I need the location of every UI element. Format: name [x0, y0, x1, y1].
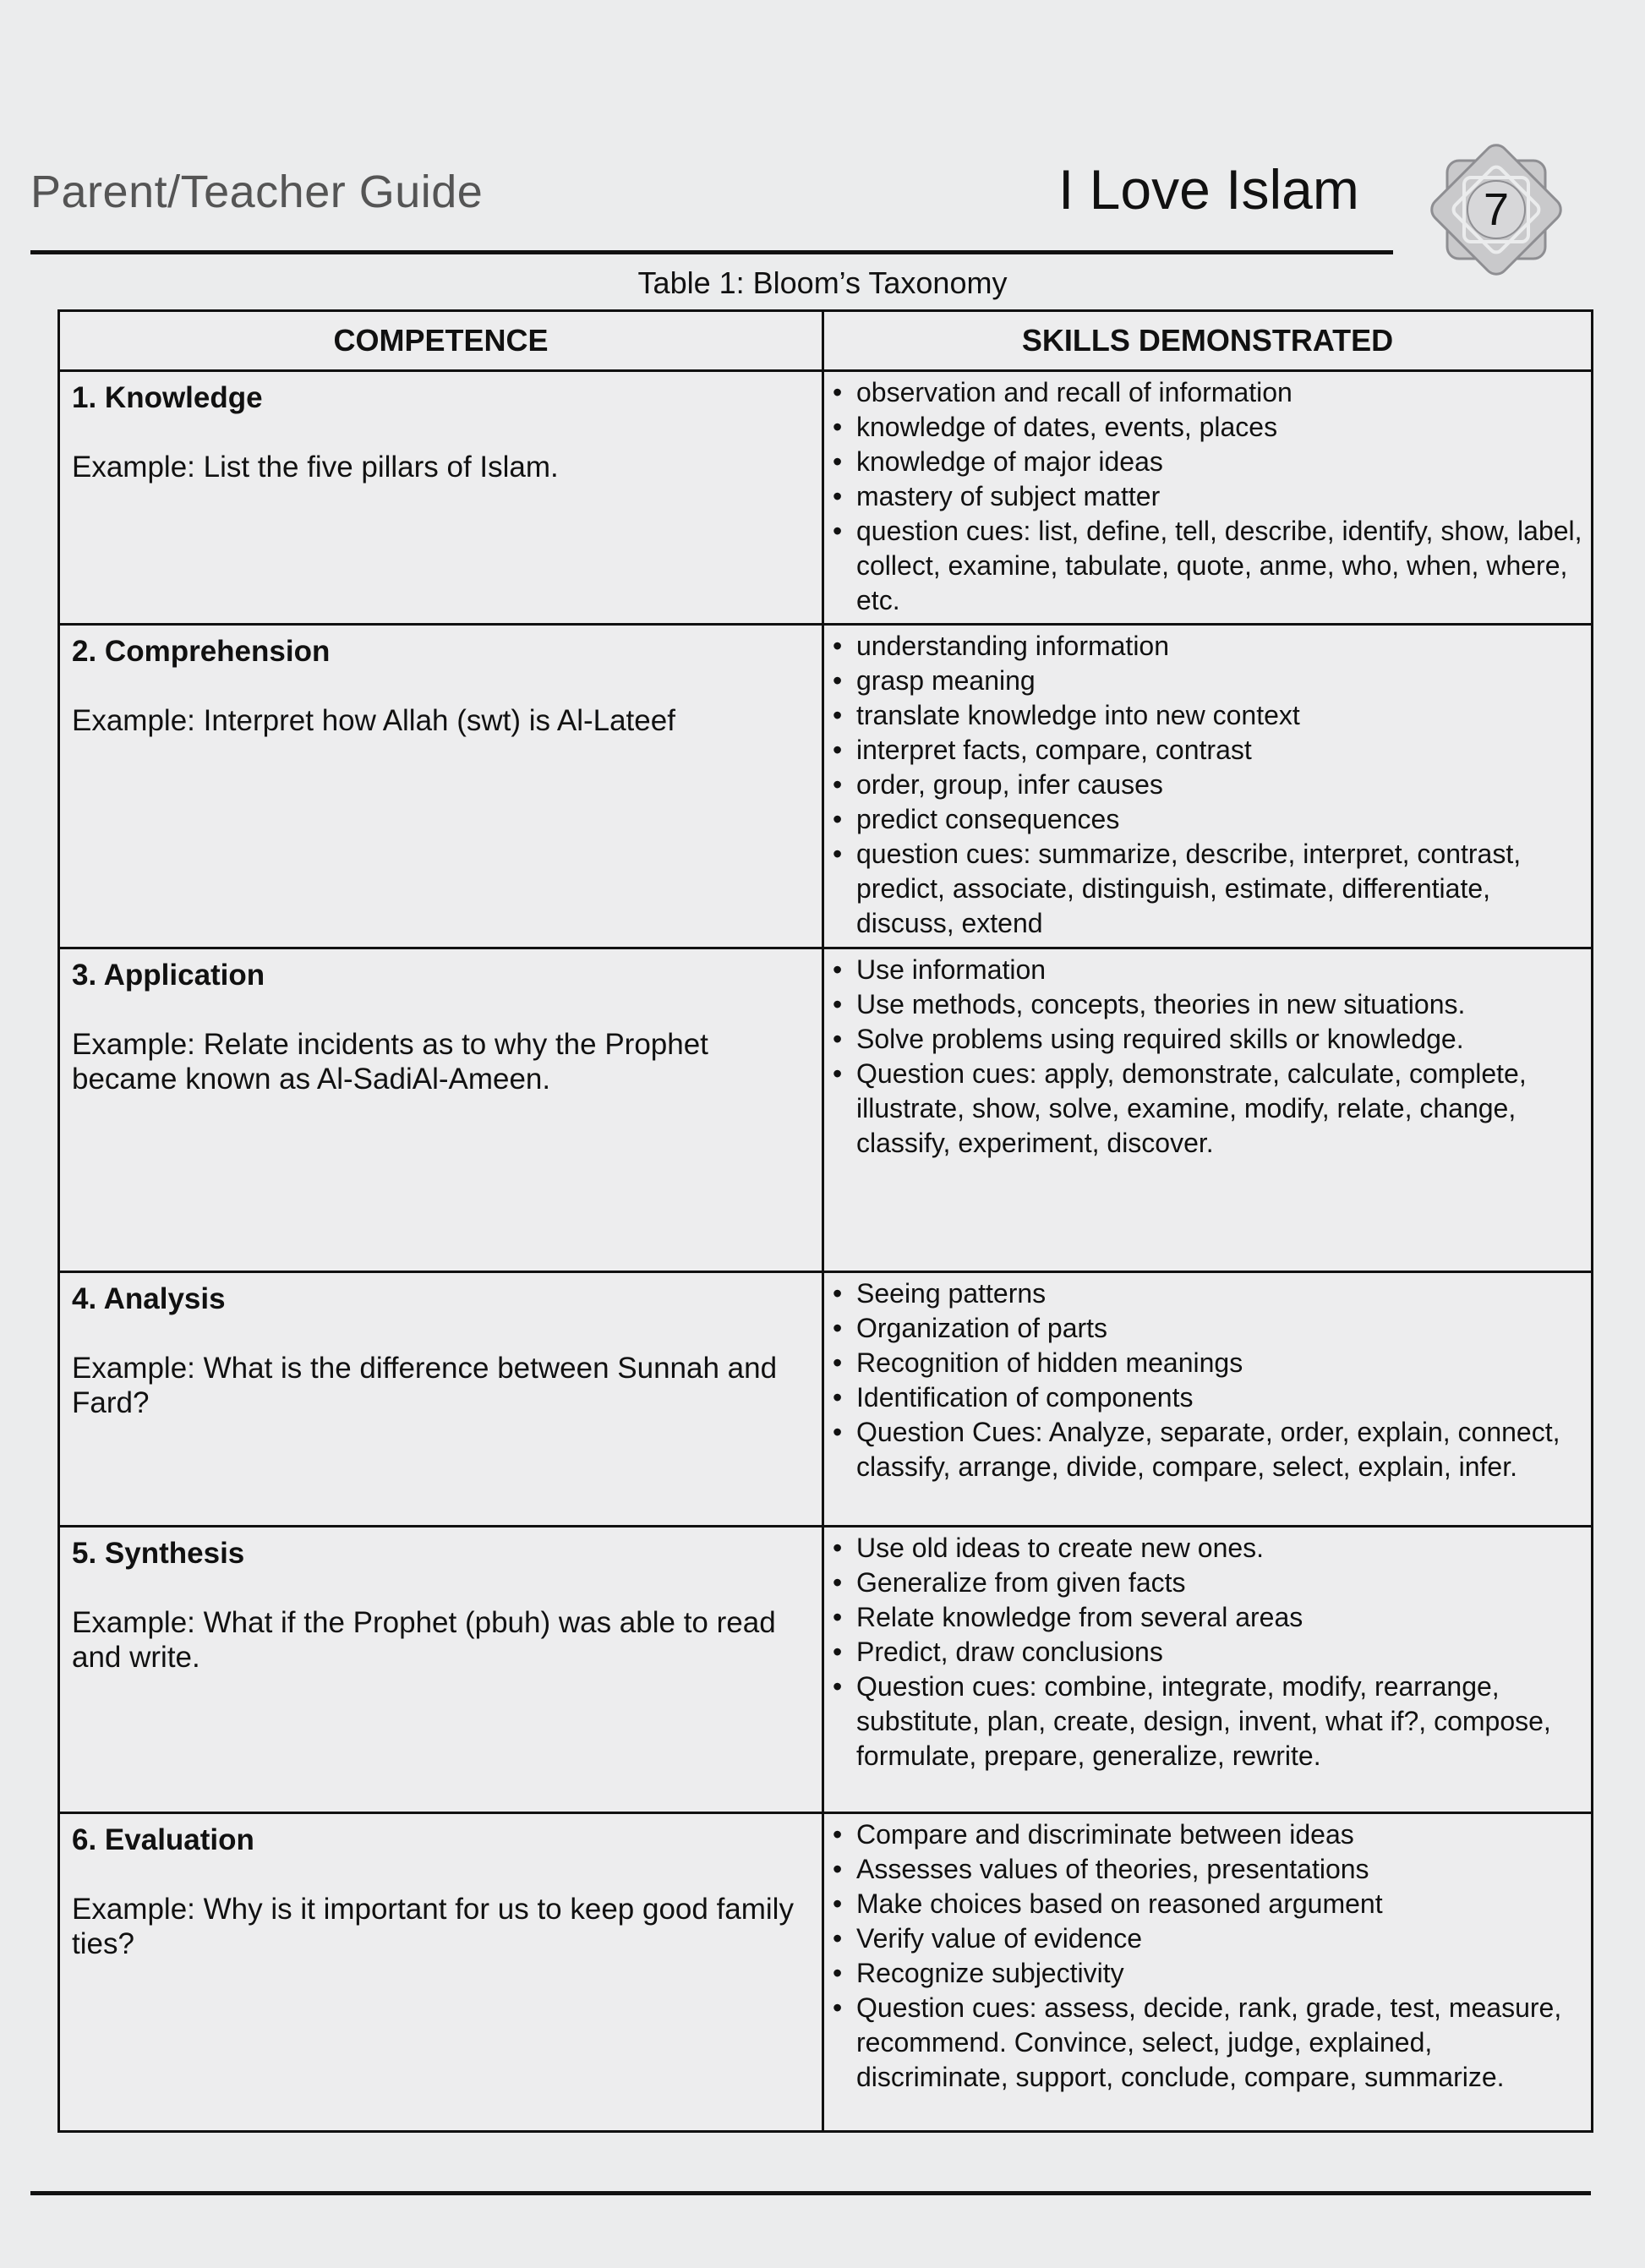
skill-text: predict consequences — [856, 804, 1120, 834]
bullet-icon: • — [833, 1278, 843, 1309]
competence-title: 3. Application — [72, 959, 265, 992]
competence-cell — [59, 1813, 823, 2132]
bullet-icon: • — [833, 1992, 843, 2023]
bullet-icon: • — [833, 700, 843, 730]
skill-item — [833, 1991, 1582, 2095]
skill-text: Predict, draw conclusions — [856, 1637, 1163, 1667]
skill-item — [833, 1635, 1582, 1670]
skill-text: question cues: summarize, describe, interpret, contrast, predict, associate, distinguish, estimate, differentiate, discuss, extend — [856, 839, 1522, 938]
table-row — [59, 371, 1593, 625]
bullet-icon: • — [833, 665, 843, 696]
competence-example: Example: Interpret how Allah (swt) is Al-Lateef — [72, 704, 675, 737]
competence-example: Example: List the five pillars of Islam. — [72, 451, 559, 484]
skill-text: Question cues: apply, demonstrate, calculate, complete, illustrate, show, solve, examine, modify, relate, change, classify, experiment, discover. — [856, 1058, 1527, 1158]
skill-text: Solve problems using required skills or knowledge. — [856, 1024, 1464, 1054]
table-row — [59, 1527, 1593, 1813]
competence-title: 6. Evaluation — [72, 1823, 254, 1856]
skill-item — [833, 987, 1582, 1022]
column-header-competence: COMPETENCE — [59, 311, 823, 371]
skill-text: grasp meaning — [856, 665, 1036, 696]
skill-text: Verify value of evidence — [856, 1923, 1142, 1954]
skill-item — [833, 1852, 1582, 1887]
bullet-icon: • — [833, 1533, 843, 1563]
bullet-icon: • — [833, 1058, 843, 1089]
skill-text: Generalize from given facts — [856, 1567, 1186, 1598]
bullet-icon: • — [833, 1567, 843, 1598]
skills-list — [824, 1527, 1591, 1779]
book-title: I Love Islam — [1058, 158, 1359, 221]
skill-text: Identification of components — [856, 1382, 1194, 1413]
skill-text: mastery of subject matter — [856, 481, 1161, 511]
skill-item — [833, 1670, 1582, 1773]
skill-text: interpret facts, compare, contrast — [856, 735, 1252, 765]
skill-item — [833, 514, 1582, 618]
bullet-icon: • — [833, 631, 843, 661]
competence-cell — [59, 1527, 823, 1813]
column-header-skills: SKILLS DEMONSTRATED — [823, 311, 1593, 371]
competence-example: Example: Why is it important for us to keep good family ties? — [72, 1893, 794, 1960]
skill-item — [833, 768, 1582, 802]
skills-cell — [823, 1272, 1593, 1527]
bullet-icon: • — [833, 735, 843, 765]
bullet-icon: • — [833, 377, 843, 407]
skill-item — [833, 1022, 1582, 1057]
table-row — [59, 948, 1593, 1272]
skills-cell — [823, 1527, 1593, 1813]
skill-text: Question cues: assess, decide, rank, grade, test, measure, recommend. Convince, select, judge, explained, discriminate, support, conclude, compare, summarize. — [856, 1992, 1562, 2092]
bullet-icon: • — [833, 1417, 843, 1447]
skill-text: translate knowledge into new context — [856, 700, 1300, 730]
competence-title: 5. Synthesis — [72, 1537, 245, 1570]
competence-example: Example: What if the Prophet (pbuh) was able to read and write. — [72, 1606, 776, 1674]
skill-text: knowledge of dates, events, places — [856, 412, 1278, 442]
skill-item — [833, 1566, 1582, 1600]
skills-cell — [823, 1813, 1593, 2132]
skill-item — [833, 479, 1582, 514]
competence-cell — [59, 948, 823, 1272]
bullet-icon: • — [833, 769, 843, 800]
blooms-taxonomy-table — [57, 309, 1593, 2133]
skill-item — [833, 1346, 1582, 1380]
table-header-row — [59, 311, 1593, 371]
competence-example: Example: What is the difference between Sunnah and Fard? — [72, 1352, 778, 1419]
bullet-icon: • — [833, 1958, 843, 1988]
competence-cell — [59, 1272, 823, 1527]
skill-item — [833, 1057, 1582, 1161]
bullet-icon: • — [833, 1819, 843, 1850]
skills-list — [824, 1814, 1591, 2100]
skill-text: Use information — [856, 954, 1047, 985]
competence-title: 1. Knowledge — [72, 381, 263, 414]
skills-list — [824, 626, 1591, 946]
table-row — [59, 1272, 1593, 1527]
bullet-icon: • — [833, 1923, 843, 1954]
header-rule — [30, 250, 1393, 254]
skills-cell — [823, 625, 1593, 948]
skill-item — [833, 1415, 1582, 1484]
bullet-icon: • — [833, 1854, 843, 1884]
skill-item — [833, 698, 1582, 733]
skill-text: Recognize subjectivity — [856, 1958, 1124, 1988]
bullet-icon: • — [833, 1347, 843, 1378]
skill-text: knowledge of major ideas — [856, 446, 1163, 477]
skill-item — [833, 1817, 1582, 1852]
skill-item — [833, 1276, 1582, 1311]
skill-item — [833, 733, 1582, 768]
skill-text: Assesses values of theories, presentations — [856, 1854, 1369, 1884]
skill-text: Seeing patterns — [856, 1278, 1047, 1309]
skill-item — [833, 1311, 1582, 1346]
skill-text: Make choices based on reasoned argument — [856, 1888, 1383, 1919]
skill-item — [833, 375, 1582, 410]
skill-text: question cues: list, define, tell, describe, identify, show, label, collect, examine, tabulate, quote, anme, who, when, where, etc. — [856, 516, 1582, 615]
bullet-icon: • — [833, 1671, 843, 1702]
skill-item — [833, 953, 1582, 987]
skill-text: understanding information — [856, 631, 1170, 661]
competence-cell — [59, 371, 823, 625]
page-number: 7 — [1483, 184, 1510, 235]
competence-example: Example: Relate incidents as to why the Prophet became known as Al-SadiAl-Ameen. — [72, 1028, 708, 1096]
skill-item — [833, 629, 1582, 664]
footer-rule — [30, 2191, 1591, 2195]
skill-text: Use old ideas to create new ones. — [856, 1533, 1265, 1563]
skill-text: Question cues: combine, integrate, modify, rearrange, substitute, plan, create, design, invent, what if?, compose, formulate, prepare, generalize, rewrite. — [856, 1671, 1551, 1771]
bullet-icon: • — [833, 412, 843, 442]
competence-title: 2. Comprehension — [72, 635, 331, 668]
table-row — [59, 1813, 1593, 2132]
skills-cell — [823, 948, 1593, 1272]
skills-cell — [823, 371, 1593, 625]
skill-item — [833, 1921, 1582, 1956]
table-caption: Table 1: Bloom’s Taxonomy — [637, 265, 1008, 300]
skill-text: Organization of parts — [856, 1313, 1108, 1343]
skill-item — [833, 1956, 1582, 1991]
skill-item — [833, 802, 1582, 837]
bullet-icon: • — [833, 481, 843, 511]
skill-item — [833, 1531, 1582, 1566]
competence-title: 4. Analysis — [72, 1282, 226, 1315]
skill-text: Use methods, concepts, theories in new situations. — [856, 989, 1466, 1019]
skill-item — [833, 1380, 1582, 1415]
bullet-icon: • — [833, 446, 843, 477]
bullet-icon: • — [833, 1313, 843, 1343]
bullet-icon: • — [833, 516, 843, 546]
bullet-icon: • — [833, 1637, 843, 1667]
skill-item — [833, 837, 1582, 941]
skill-text: Question Cues: Analyze, separate, order, explain, connect, classify, arrange, divide, compare, select, explain, infer. — [856, 1417, 1560, 1482]
skill-item — [833, 445, 1582, 479]
bullet-icon: • — [833, 1382, 843, 1413]
bullet-icon: • — [833, 1602, 843, 1632]
bullet-icon: • — [833, 989, 843, 1019]
bullet-icon: • — [833, 1888, 843, 1919]
bullet-icon: • — [833, 954, 843, 985]
skill-item — [833, 1600, 1582, 1635]
skill-text: observation and recall of information — [856, 377, 1292, 407]
bullet-icon: • — [833, 804, 843, 834]
skill-text: Compare and discriminate between ideas — [856, 1819, 1354, 1850]
skill-text: Relate knowledge from several areas — [856, 1602, 1303, 1632]
skill-item — [833, 410, 1582, 445]
skill-item — [833, 1887, 1582, 1921]
skills-list — [824, 1273, 1591, 1489]
skills-list — [824, 372, 1591, 623]
skill-item — [833, 664, 1582, 698]
skills-list — [824, 949, 1591, 1166]
table-row — [59, 625, 1593, 948]
skill-text: order, group, infer causes — [856, 769, 1163, 800]
bullet-icon: • — [833, 1024, 843, 1054]
competence-cell — [59, 625, 823, 948]
bullet-icon: • — [833, 839, 843, 869]
guide-title: Parent/Teacher Guide — [30, 167, 484, 217]
skill-text: Recognition of hidden meanings — [856, 1347, 1243, 1378]
